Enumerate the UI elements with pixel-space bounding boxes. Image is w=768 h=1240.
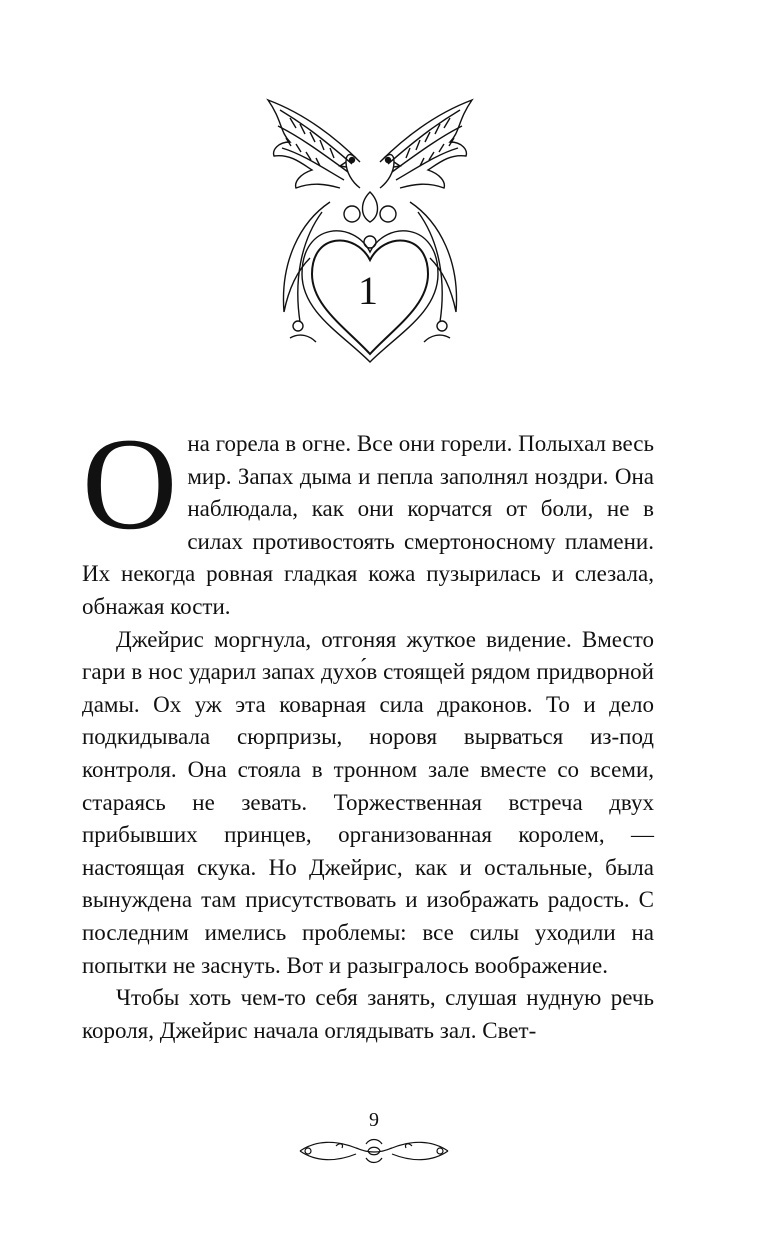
bird-heads-icon: [340, 155, 400, 188]
chapter-text: [82, 410, 654, 1047]
page-number: 9: [369, 1109, 379, 1131]
scroll-flourish-ornament-icon: [296, 1134, 452, 1168]
paragraph-2: Джейрис моргнула, отгоняя жуткое видение. Вместо гари в нос ударил запах духо́в стоящей рядом придворной дамы. Ох уж эта коварная сила драконов. То и дело подкидывала сюрпризы, норовя вырваться из-под контроля. Она стояла в тронном зале вместе со всеми, стараясь не зевать. Торжественная встреча двух прибывших принцев, организованная королем, — настоящая скука. Но Джейрис, как и остальные, была вынуждена там присутствовать и изображать радость. С последним имелись проблемы: все силы уходили на попытки не заснуть. Вот и разыгралось воображение.: [82, 626, 654, 978]
drop-cap: О: [82, 410, 178, 557]
paragraph-1-text: на горела в огне. Все они горели. Полыхал весь мир. Запах дыма и пепла заполнял ноздри. Она наблюдала, как они корчатся от боли, не в силах противостоять смертоносному пламени. Их некогда ровная гладкая кожа пузырилась и слезала, обнажая кости.: [82, 431, 654, 619]
paragraph-3: Чтобы хоть чем-то себя занять, слушая нудную речь короля, Джейрис начала оглядывать зал. Свет-: [82, 985, 654, 1043]
left-wing-icon: [268, 100, 360, 188]
twin-birds-heart-emblem-icon: [260, 92, 480, 364]
chapter-number: 1: [358, 268, 378, 313]
paragraph-1: [82, 410, 654, 624]
right-wing-icon: [380, 100, 472, 188]
